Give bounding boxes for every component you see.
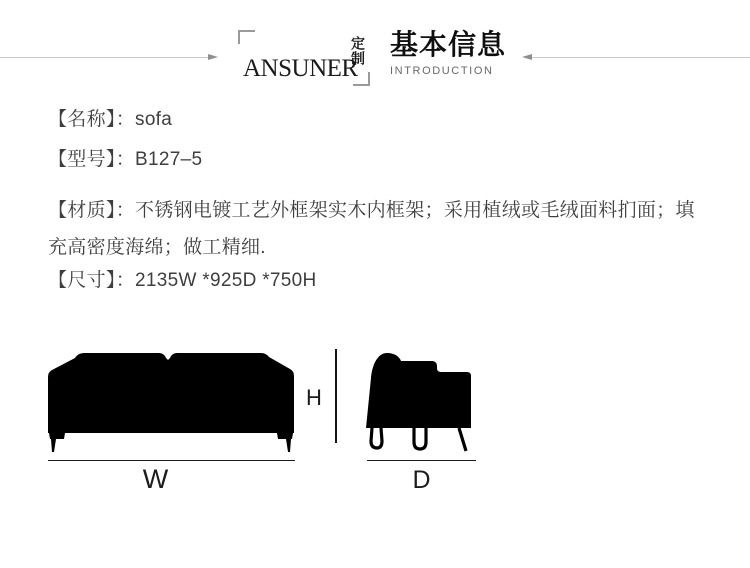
- field-name: [48, 108, 172, 132]
- header-rule-right: [532, 57, 750, 58]
- field-model: [48, 148, 202, 172]
- sofa-front-silhouette-icon: [46, 349, 296, 455]
- field-model-value: B127–5: [135, 149, 203, 170]
- height-label: H: [306, 385, 322, 410]
- field-material-label: 【材质】：: [48, 200, 136, 221]
- section-title-block: [390, 31, 506, 77]
- field-name-value: sofa: [135, 109, 173, 130]
- brand-suffix: 定制: [350, 36, 366, 66]
- arrow-right-icon: [208, 54, 218, 60]
- field-size: [48, 269, 317, 293]
- height-dimension-line: [335, 349, 337, 443]
- sofa-side-silhouette-icon: [363, 350, 475, 456]
- corner-bracket-top-left-icon: [238, 30, 255, 44]
- field-size-label: 【尺寸】：: [48, 270, 136, 291]
- field-name-label: 【名称】：: [48, 109, 136, 130]
- arrow-left-icon: [522, 54, 532, 60]
- section-subtitle: INTRODUCTION: [390, 65, 494, 77]
- brand-name: ANSUNER: [243, 55, 358, 82]
- field-size-value: 2135W *925D *750H: [135, 270, 317, 291]
- corner-bracket-bottom-right-icon: [353, 72, 370, 86]
- brand-logo: [238, 30, 370, 86]
- section-title: 基本信息: [390, 29, 507, 60]
- field-material: [48, 192, 708, 266]
- width-label: W: [142, 464, 169, 494]
- field-material-value: 不锈钢电镀工艺外框架实木内框架；采用植绒或毛绒面料扪面；填充高密度海绵；做工精细.: [48, 200, 695, 258]
- depth-dimension-line: [367, 460, 476, 461]
- width-dimension-line: [48, 460, 295, 461]
- header-rule-left: [0, 57, 208, 58]
- field-model-label: 【型号】：: [48, 149, 136, 170]
- depth-label: D: [412, 466, 431, 494]
